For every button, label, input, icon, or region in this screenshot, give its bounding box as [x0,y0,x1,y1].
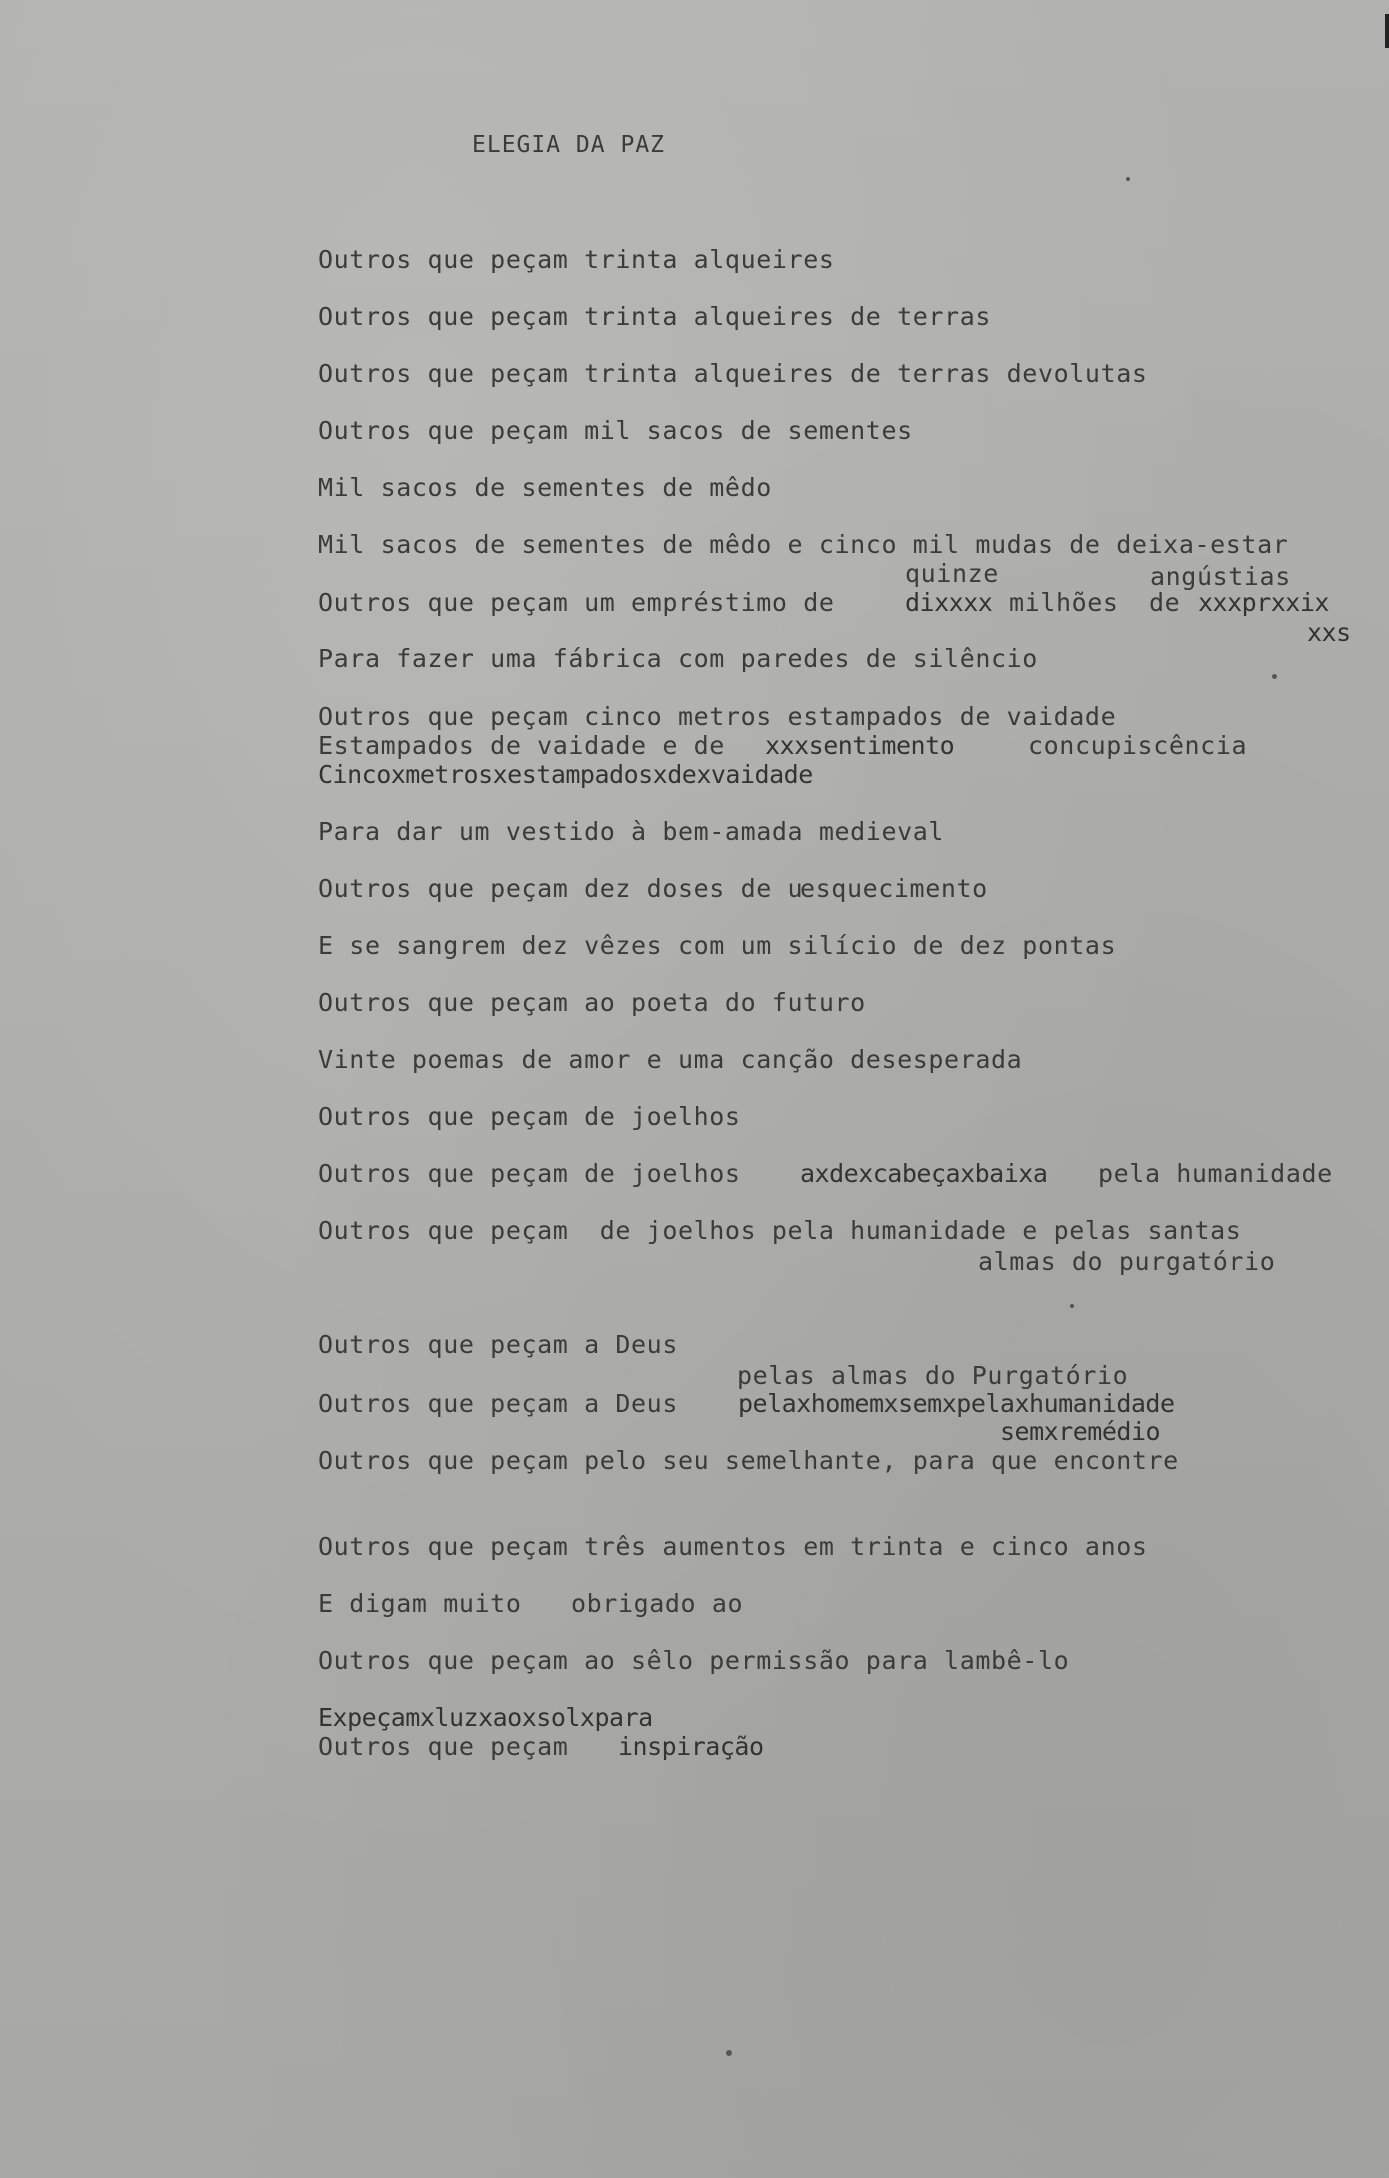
struck-text: semxremédio [1000,1417,1161,1446]
poem-line-12: Outros que peçam dez doses de u [318,874,804,903]
struck-text: inspiração [618,1732,764,1761]
poem-line-7-b: milhões [1009,588,1119,617]
struck-text: xxxsentimento [765,731,955,760]
poem-line-23-b: obrigado ao [571,1589,744,1618]
poem-line-20: Outros que peçam a Deus [318,1389,678,1418]
poem-line-17-b: pela humanidade [1098,1159,1333,1188]
poem-line-15: Vinte poemas de amor e uma canção desesperada [318,1045,1023,1074]
poem-line-7: Outros que peçam um empréstimo de [318,588,835,617]
poem-line-18: Outros que peçam de joelhos pela humanidade e pelas santas [318,1216,1242,1245]
poem-line-22: Outros que peçam três aumentos em trinta e cinco anos [318,1532,1148,1561]
poem-line-10-b: concupiscência [1028,731,1248,760]
ink-speck [1272,674,1277,679]
poem-interlinear-quinze: quinze [905,559,999,588]
poem-line-12-b: esquecimento [800,874,988,903]
struck-text: dixxxx [905,588,993,617]
struck-text: Cincoxmetrosxestampadosxdexvaidade [318,760,813,789]
poem-line-1: Outros que peçam trinta alqueires [318,245,835,274]
poem-interlinear-purgatorio: pelas almas do Purgatório [737,1361,1129,1390]
poem-line-10: Estampados de vaidade e de [318,731,725,760]
poem-line-5: Mil sacos de sementes de mêdo [318,473,772,502]
poem-line-6: Mil sacos de sementes de mêdo e cinco mil mudas de deixa-estar [318,530,1289,559]
poem-line-13: E se sangrem dez vêzes com um silício de dez pontas [318,931,1117,960]
poem-line-17: Outros que peçam de joelhos [318,1159,741,1188]
poem-line-11: Para dar um vestido à bem-amada medieval [318,817,945,846]
poem-line-21: Outros que peçam pelo seu semelhante, para que encontre [318,1446,1179,1475]
struck-text: Expeçamxluzxaoxsolxpara [318,1703,653,1732]
poem-interlinear-angustias: angústias [1150,562,1291,591]
ink-speck [726,2050,732,2056]
ink-speck [1070,1304,1074,1308]
poem-line-16: Outros que peçam de joelhos [318,1102,741,1131]
poem-line-2: Outros que peçam trinta alqueires de terras [318,302,992,331]
poem-line-19: Outros que peçam a Deus [318,1330,678,1359]
poem-line-23: E digam muito [318,1589,522,1618]
page-edge-mark [1385,14,1389,48]
poem-line-7-c: de [1149,588,1181,617]
poem-line-14: Outros que peçam ao poeta do futuro [318,988,866,1017]
struck-text: xxxprxxix [1198,588,1329,617]
struck-text: axdexcabeçaxbaixa [800,1159,1048,1188]
poem-line-8: Para fazer uma fábrica com paredes de silêncio [318,644,1038,673]
poem-line-25: Outros que peçam [318,1732,569,1761]
poem-title: ELEGIA DA PAZ [472,132,666,158]
ink-speck [1126,177,1130,181]
struck-text: xxs [1307,618,1351,647]
poem-line-24: Outros que peçam ao sêlo permissão para lambê-lo [318,1646,1070,1675]
poem-line-18-b: almas do purgatório [978,1247,1276,1276]
struck-text: pelaxhomemxsemxpelaxhumanidade [738,1389,1175,1418]
poem-line-9: Outros que peçam cinco metros estampados de vaidade [318,702,1117,731]
poem-line-4: Outros que peçam mil sacos de sementes [318,416,913,445]
poem-line-3: Outros que peçam trinta alqueires de terras devolutas [318,359,1148,388]
